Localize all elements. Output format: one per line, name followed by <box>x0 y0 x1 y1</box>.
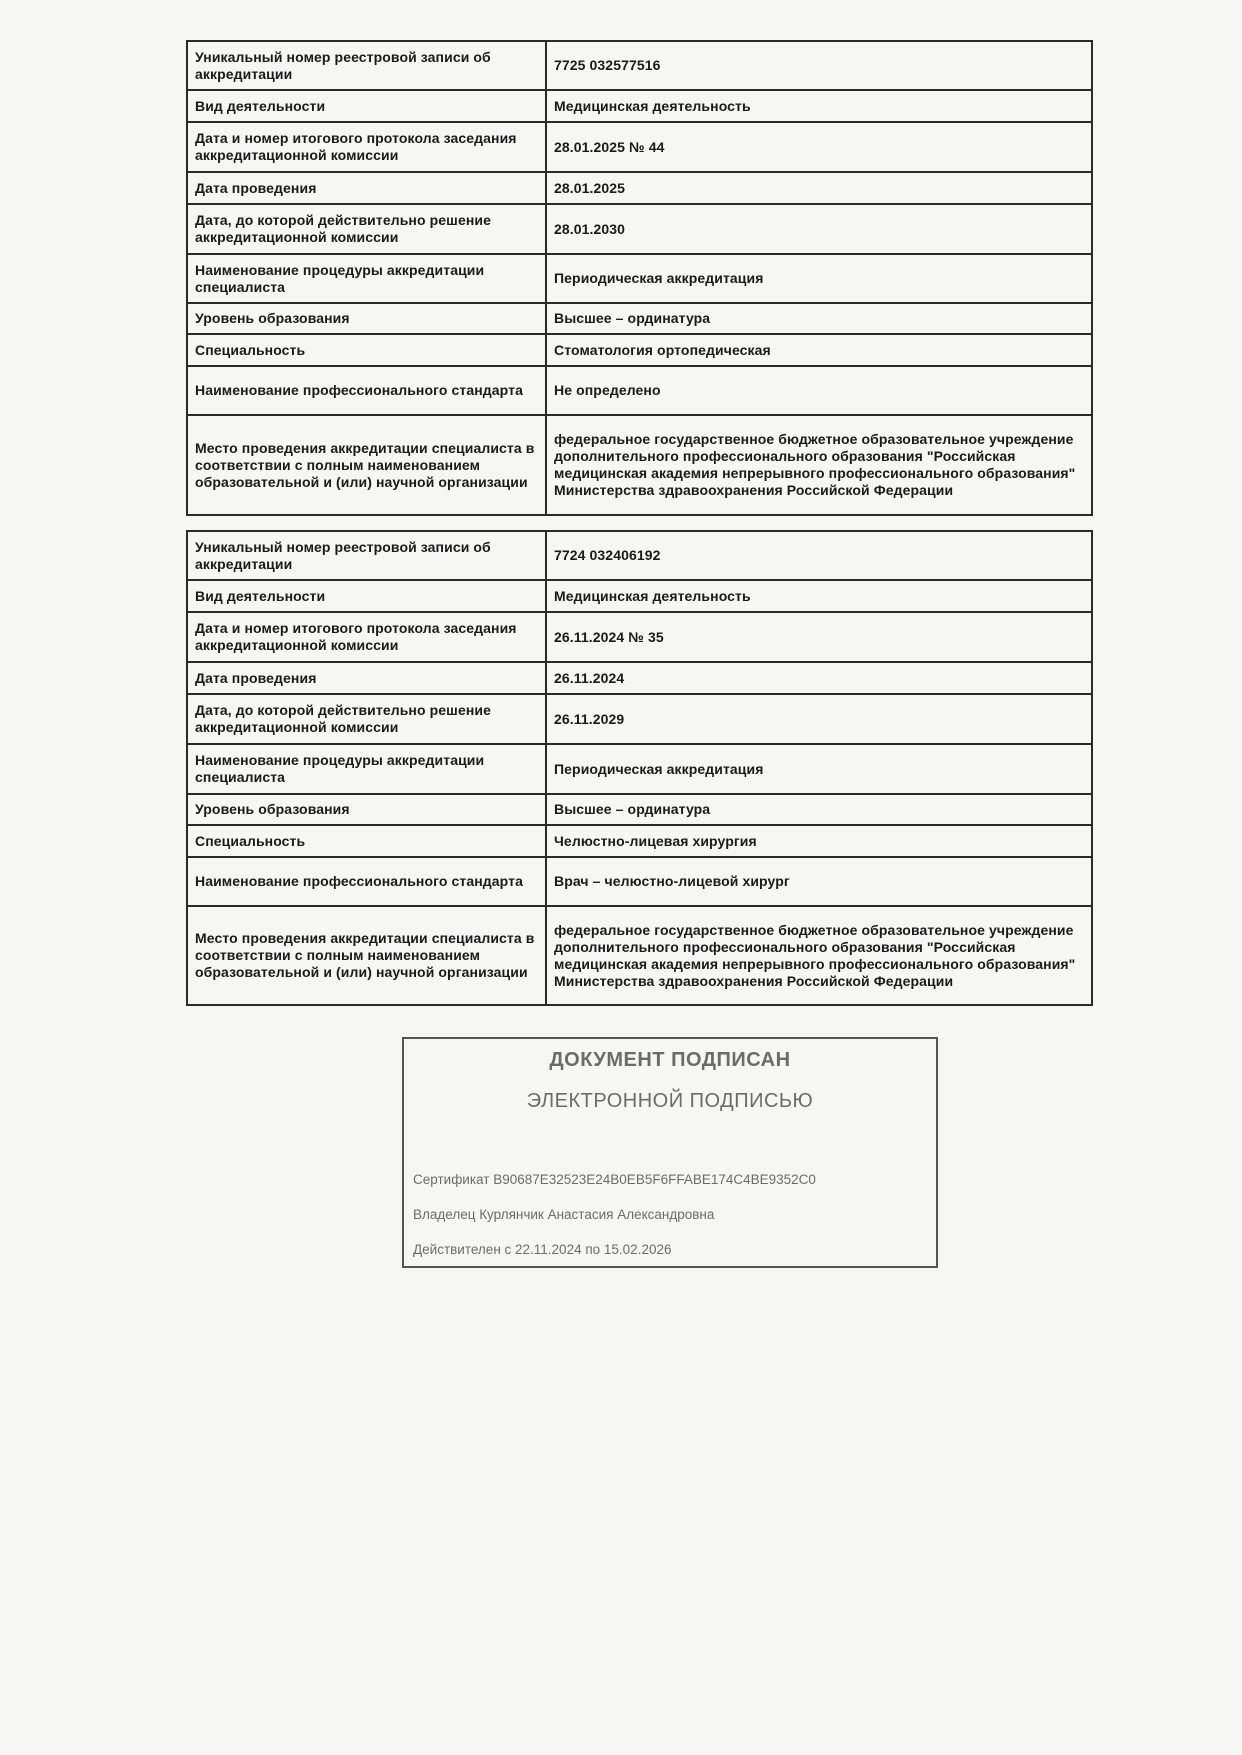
row-value: 7725 032577516 <box>546 41 1092 90</box>
row-label: Дата, до которой действительно решение аккредитационной комиссии <box>187 694 546 744</box>
row-value: федеральное государственное бюджетное образовательное учреждение дополнительного профессионального образования "Российская медицинская академия непрерывного профессионального образования" Министерства здравоохранения Российской Федерации <box>546 906 1092 1005</box>
table-row <box>187 662 1092 694</box>
row-label: Дата и номер итогового протокола заседания аккредитационной комиссии <box>187 612 546 662</box>
table-row <box>187 612 1092 662</box>
table-row <box>187 694 1092 744</box>
table-row <box>187 794 1092 825</box>
row-value: 28.01.2030 <box>546 204 1092 254</box>
table-row <box>187 580 1092 612</box>
row-value: 26.11.2024 № 35 <box>546 612 1092 662</box>
row-value: Медицинская деятельность <box>546 90 1092 122</box>
row-label: Вид деятельности <box>187 580 546 612</box>
table-row <box>187 254 1092 303</box>
row-label: Уникальный номер реестровой записи об аккредитации <box>187 41 546 90</box>
table-row <box>187 366 1092 415</box>
row-value: 26.11.2029 <box>546 694 1092 744</box>
table-row <box>187 857 1092 906</box>
table-row <box>187 334 1092 366</box>
table-row <box>187 744 1092 794</box>
row-value: Периодическая аккредитация <box>546 254 1092 303</box>
row-label: Уровень образования <box>187 794 546 825</box>
row-label: Место проведения аккредитации специалиста в соответствии с полным наименованием образовательной и (или) научной организации <box>187 415 546 515</box>
electronic-signature-stamp <box>402 1037 938 1268</box>
row-value: Медицинская деятельность <box>546 580 1092 612</box>
table-row <box>187 122 1092 172</box>
table-row <box>187 531 1092 580</box>
accreditation-table-2 <box>186 530 1093 1006</box>
signature-owner: Владелец Курлянчик Анастасия Александровна <box>413 1207 715 1222</box>
signature-certificate: Сертификат B90687E32523E24B0EB5F6FFABE174C4BE9352C0 <box>413 1172 816 1187</box>
table-row <box>187 415 1092 515</box>
row-label: Наименование процедуры аккредитации специалиста <box>187 254 546 303</box>
row-value: Челюстно-лицевая хирургия <box>546 825 1092 857</box>
row-label: Наименование процедуры аккредитации специалиста <box>187 744 546 794</box>
row-label: Место проведения аккредитации специалиста в соответствии с полным наименованием образовательной и (или) научной организации <box>187 906 546 1005</box>
row-value: Не определено <box>546 366 1092 415</box>
row-label: Специальность <box>187 334 546 366</box>
row-label: Дата проведения <box>187 172 546 204</box>
row-value: 26.11.2024 <box>546 662 1092 694</box>
row-value: Врач – челюстно-лицевой хирург <box>546 857 1092 906</box>
row-value: федеральное государственное бюджетное образовательное учреждение дополнительного профессионального образования "Российская медицинская академия непрерывного профессионального образования" Министерства здравоохранения Российской Федерации <box>546 415 1092 515</box>
table-row <box>187 825 1092 857</box>
row-label: Дата, до которой действительно решение аккредитационной комиссии <box>187 204 546 254</box>
row-label: Дата и номер итогового протокола заседания аккредитационной комиссии <box>187 122 546 172</box>
table-row <box>187 90 1092 122</box>
table-row <box>187 41 1092 90</box>
row-label: Уникальный номер реестровой записи об аккредитации <box>187 531 546 580</box>
accreditation-table-1 <box>186 40 1093 516</box>
table-row <box>187 303 1092 334</box>
row-value: 7724 032406192 <box>546 531 1092 580</box>
table-row <box>187 204 1092 254</box>
row-value: Высшее – ординатура <box>546 794 1092 825</box>
row-value: 28.01.2025 № 44 <box>546 122 1092 172</box>
row-value: Периодическая аккредитация <box>546 744 1092 794</box>
table-row <box>187 172 1092 204</box>
row-label: Вид деятельности <box>187 90 546 122</box>
signature-subtitle: ЭЛЕКТРОННОЙ ПОДПИСЬЮ <box>526 1090 814 1112</box>
row-label: Наименование профессионального стандарта <box>187 366 546 415</box>
row-label: Уровень образования <box>187 303 546 334</box>
row-label: Дата проведения <box>187 662 546 694</box>
table-row <box>187 906 1092 1005</box>
row-value: Высшее – ординатура <box>546 303 1092 334</box>
signature-validity: Действителен с 22.11.2024 по 15.02.2026 <box>413 1242 672 1257</box>
signature-title: ДОКУМЕНТ ПОДПИСАН <box>549 1049 791 1071</box>
row-label: Наименование профессионального стандарта <box>187 857 546 906</box>
row-value: 28.01.2025 <box>546 172 1092 204</box>
row-value: Стоматология ортопедическая <box>546 334 1092 366</box>
row-label: Специальность <box>187 825 546 857</box>
